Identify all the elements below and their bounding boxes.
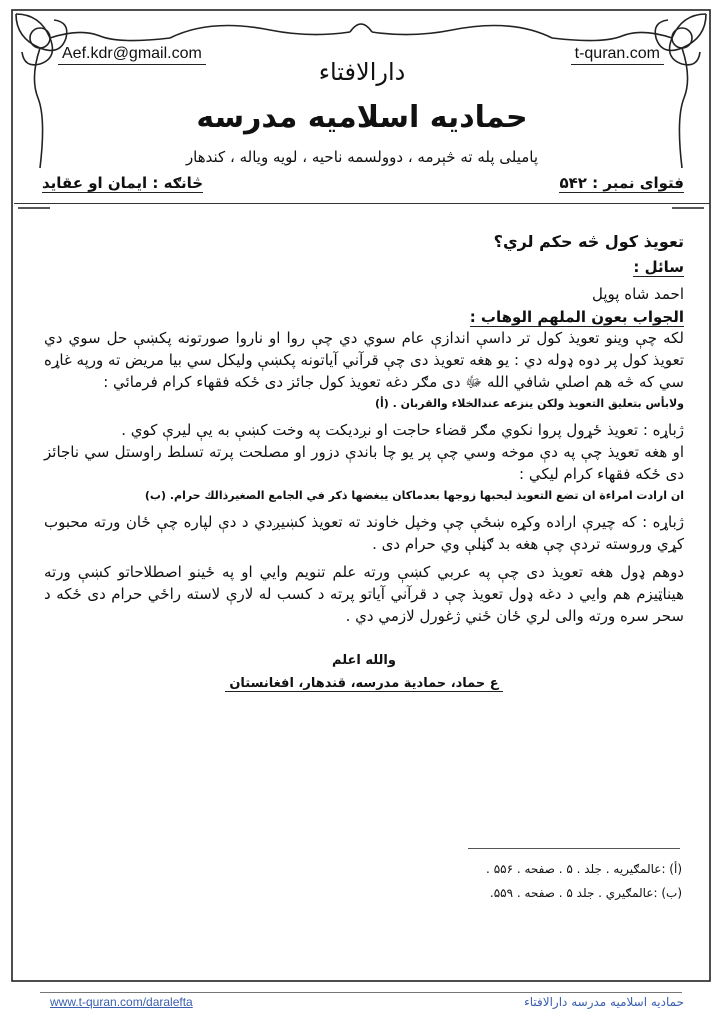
header-title-small: دارالافتاء — [318, 58, 406, 86]
paragraph-intro: لکه چې وینو تعویذ کول تر داسې اندازې عام سوي دي چې روا او ناروا صورتونه پکښې حل سوي دي تعویذ کول پر دوه ډوله دي : یو هغه تعویذ دی چې قرآني آیاتونه پکښې ولیکل سي بیا مریض ته ورپه غاړه سي که څه هم اصلي شافي الله ﷻ دی مګر دغه تعویذ کول جائز دی ځکه فقهاء کرام فرمائي : — [44, 329, 684, 391]
header-title-big: حمادیه اسلامیه مدرسه — [196, 100, 528, 135]
fatwa-number: فتوای نمبر : ۵۴۲ — [559, 174, 684, 192]
email-link[interactable]: Aef.kdr@gmail.com — [58, 45, 206, 65]
paragraph-second-type: او هغه تعویذ چې په دې موخه وسي چې پر یو چا باندې دزور او مصلحت پرته تسلط راوستل سي ناجائز دی ځکه فقهاء کرام لیکي : — [44, 443, 684, 483]
footer-name: حمادیه اسلامیه مدرسه دارالافتاء — [524, 995, 684, 1009]
footnote-2: (ب) :عالمګیري . جلد ۵ . صفحه . ۵۵۹. — [489, 886, 682, 900]
footnote-1: (أ) :عالمګیریه . جلد . ۵ . صفحه . ۵۵۶ . — [486, 862, 682, 876]
footer-url-link[interactable]: www.t-quran.com/daralefta — [50, 995, 193, 1009]
asker-name: احمد شاه پوپل — [592, 285, 684, 303]
chapter-label: څانګه : ایمان او عقاید — [42, 174, 204, 192]
question-title: تعویذ کول څه حکم لري؟ — [493, 232, 684, 251]
answer-label: الجواب بعون الملهم الوهاب : — [469, 308, 684, 326]
signature-line-1: والله اعلم — [332, 653, 396, 668]
asker-label: سائل : — [633, 258, 684, 276]
header-divider — [14, 203, 710, 204]
signature-block — [44, 653, 684, 692]
translation-1: ژباړه : تعویذ ځړول پروا نکوي مګر قضاء حاجت او نږدیکت په وخت کښې به یې لیرې کوي . — [121, 421, 684, 439]
footer-divider — [40, 992, 682, 993]
paragraph-third-type: دوهم ډول هغه تعویذ دی چې په عربي کښې ورته علم تنویم وایي او په ځینو اصطلاحاتو کښې ورته هیناټیزم هم وایي د دغه ډول تعویذ چې د قرآني آیاتو پرته د کسب له لارې لاسته راځي حرام دی ځکه د سحر سره ورته والی لري ځان ځني ژغورل لازمي دي . — [44, 563, 684, 625]
footnote-divider — [468, 848, 680, 849]
signature-line-2: ع حماد، حمادیة مدرسه، قندهار، افغانستان — [225, 676, 502, 692]
arabic-quote-2: ان ارادت امراءة ان تضع التعويذ ليحبها زوجها بعدماكان يبغضها ذكر في الجامع الصغيرذالك حرام. (ب) — [144, 489, 684, 502]
website-link[interactable]: t-quran.com — [571, 45, 664, 65]
header-address: پامیلی پله ته څېرمه ، دوولسمه ناحیه ، لویه ویاله ، کندهار — [185, 148, 539, 166]
fatwa-body — [44, 232, 684, 692]
arabic-quote-1: ولابأس بتعليق التعويذ ولكن ينزعه عندالخلاء والقربان . (أ) — [374, 397, 684, 410]
translation-2: ژباړه : که چیرې اراده وکړه ښځې چې وخپل خاوند ته تعویذ کښیږدي د دې لپاره چې ځان ورته محبوب کړي وروسته تردې چې هغه بد ګڼلې وي حرام دی . — [44, 513, 684, 553]
